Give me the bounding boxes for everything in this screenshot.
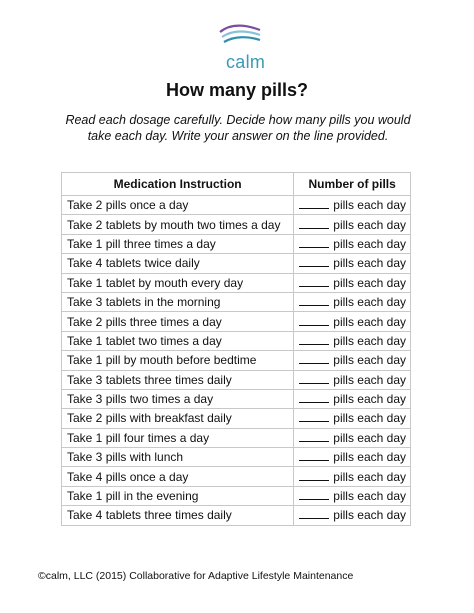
table-row — [62, 312, 411, 331]
answer-blank-line[interactable] — [299, 276, 329, 287]
answer-blank-line[interactable] — [299, 373, 329, 384]
medication-instruction: Take 4 tablets three times daily — [62, 506, 294, 525]
answer-blank-line[interactable] — [299, 353, 329, 364]
answer-suffix: pills each day — [333, 333, 406, 348]
answer-blank-line[interactable] — [299, 470, 329, 481]
answer-cell — [294, 389, 411, 408]
answer-suffix: pills each day — [333, 372, 406, 387]
table-row — [62, 196, 411, 215]
table-row — [62, 292, 411, 311]
answer-blank-line[interactable] — [299, 392, 329, 403]
answer-cell — [294, 196, 411, 215]
medication-instruction: Take 2 tablets by mouth two times a day — [62, 215, 294, 234]
answer-blank-line[interactable] — [299, 431, 329, 442]
medication-instruction: Take 2 pills three times a day — [62, 312, 294, 331]
answer-suffix: pills each day — [333, 295, 406, 310]
answer-cell — [294, 273, 411, 292]
answer-suffix: pills each day — [333, 392, 406, 407]
answer-suffix: pills each day — [333, 450, 406, 465]
table-row — [62, 428, 411, 447]
answer-suffix: pills each day — [333, 430, 406, 445]
answer-blank-line[interactable] — [299, 218, 329, 229]
answer-suffix: pills each day — [333, 353, 406, 368]
medication-instruction: Take 4 pills once a day — [62, 467, 294, 486]
answer-suffix: pills each day — [333, 198, 406, 213]
table-row — [62, 506, 411, 525]
answer-cell — [294, 506, 411, 525]
answer-blank-line[interactable] — [299, 450, 329, 461]
answer-blank-line[interactable] — [299, 334, 329, 345]
medication-instruction: Take 1 tablet two times a day — [62, 331, 294, 350]
medication-instruction: Take 4 tablets twice daily — [62, 254, 294, 273]
answer-blank-line[interactable] — [299, 508, 329, 519]
answer-suffix: pills each day — [333, 508, 406, 523]
header-medication-instruction: Medication Instruction — [62, 173, 294, 196]
wave-logo-icon — [218, 22, 262, 52]
answer-cell — [294, 448, 411, 467]
medication-instruction: Take 3 pills with lunch — [62, 448, 294, 467]
answer-suffix: pills each day — [333, 314, 406, 329]
answer-cell — [294, 312, 411, 331]
table-row — [62, 409, 411, 428]
answer-suffix: pills each day — [333, 411, 406, 426]
medication-instruction: Take 3 tablets three times daily — [62, 370, 294, 389]
table-row — [62, 486, 411, 505]
answer-cell — [294, 486, 411, 505]
table-row — [62, 234, 411, 253]
table-row — [62, 370, 411, 389]
table-row — [62, 467, 411, 486]
medication-instruction: Take 3 tablets in the morning — [62, 292, 294, 311]
answer-cell — [294, 234, 411, 253]
table-header-row — [62, 173, 411, 196]
answer-cell — [294, 428, 411, 447]
medication-instruction: Take 1 tablet by mouth every day — [62, 273, 294, 292]
table-row — [62, 215, 411, 234]
answer-blank-line[interactable] — [299, 237, 329, 248]
dosage-table — [61, 172, 411, 526]
answer-suffix: pills each day — [333, 236, 406, 251]
answer-blank-line[interactable] — [299, 295, 329, 306]
medication-instruction: Take 1 pill four times a day — [62, 428, 294, 447]
header-number-of-pills: Number of pills — [294, 173, 411, 196]
answer-blank-line[interactable] — [299, 198, 329, 209]
table-row — [62, 254, 411, 273]
calm-logo — [208, 22, 272, 72]
table-row — [62, 331, 411, 350]
medication-instruction: Take 1 pill in the evening — [62, 486, 294, 505]
answer-blank-line[interactable] — [299, 315, 329, 326]
answer-suffix: pills each day — [333, 256, 406, 271]
answer-suffix: pills each day — [333, 275, 406, 290]
medication-instruction: Take 2 pills once a day — [62, 196, 294, 215]
answer-blank-line[interactable] — [299, 256, 329, 267]
answer-suffix: pills each day — [333, 469, 406, 484]
answer-suffix: pills each day — [333, 489, 406, 504]
medication-instruction: Take 3 pills two times a day — [62, 389, 294, 408]
answer-cell — [294, 370, 411, 389]
answer-cell — [294, 409, 411, 428]
medication-instruction: Take 1 pill by mouth before bedtime — [62, 351, 294, 370]
copyright-footer: ©calm, LLC (2015) Collaborative for Adaptive Lifestyle Maintenance — [38, 570, 354, 582]
answer-blank-line[interactable] — [299, 411, 329, 422]
table-row — [62, 273, 411, 292]
answer-cell — [294, 215, 411, 234]
logo-text: calm — [226, 52, 266, 72]
page-title: How many pills? — [165, 80, 309, 100]
answer-blank-line[interactable] — [299, 489, 329, 500]
table-row — [62, 351, 411, 370]
answer-cell — [294, 292, 411, 311]
table-row — [62, 448, 411, 467]
answer-suffix: pills each day — [333, 217, 406, 232]
table-row — [62, 389, 411, 408]
medication-instruction: Take 2 pills with breakfast daily — [62, 409, 294, 428]
answer-cell — [294, 351, 411, 370]
instructions: Read each dosage carefully. Decide how many pills you would take each day. Write your answer on the line provided. — [65, 113, 411, 143]
answer-cell — [294, 331, 411, 350]
answer-cell — [294, 467, 411, 486]
medication-instruction: Take 1 pill three times a day — [62, 234, 294, 253]
answer-cell — [294, 254, 411, 273]
